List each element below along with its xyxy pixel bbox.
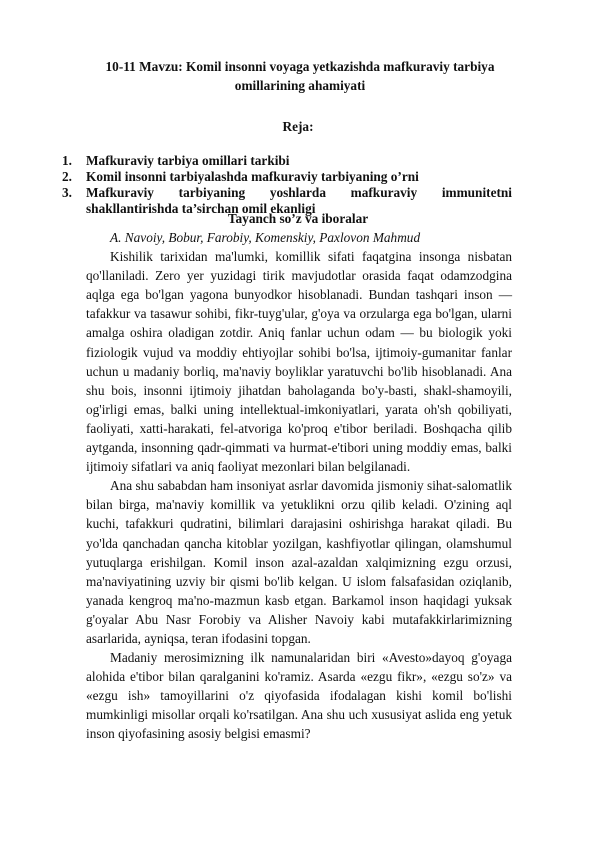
paragraph: Kishilik tarixidan ma'lumki, komillik sifati faqatgina insonga nisbatan qo'llaniladi. Zero yer yuzidagi tirik mavjudotlar orasida faqat odamzodgina aqlga ega bo'lgan yagona bunyodkor hisoblanadi. Bundan tashqari inson — tafakkur va tasawur sohibi, fikr-tuyg'ular, g'oya va orzularga ega bo'lgan, ularni amalga oshira oladigan zotdir. Aniq fanlar uchun odam — bu biologik yoki fiziologik vujud va moddiy ehtiyojlar sohibi bo'lsa, ijtimoiy-gumanitar fanlar uchun u madaniy borliq, ma'naviy boyliklar yaratuvchi bo'lib hisoblanadi. Ana shu bois, insonni ijtimoiy jihatdan baholaganda bo'y-basti, shakl-shamoyili, og'irligi emas, balki uning intellektual-imkoniyatlari, yarata oh'sh qobiliyati, faoliyati, xatti-harakati, fel-atvoriga ko'proq e'tibor beriladi. Boshqacha qilib aytganda, insonning qadr-qimmati va hurmat-e'tibori uning moddiy emas, balki ijtimoiy sifatlari va aniq faoliyat mezonlari bilan belgilanadi. [86,249,512,475]
plan-item-text: Komil insonni tarbiyalashda mafkuraviy tarbiyaning o’rni [86,169,419,184]
plan-item-number: 1. [62,153,72,168]
plan-item-number: 2. [62,169,72,184]
plan-item-number: 3. [62,185,72,200]
plan-item-text-line2: shakllantirishda ta’sirchan omil ekanligi [86,201,316,216]
paragraph: Ana shu sababdan ham insoniyat asrlar davomida jismoniy sihat-salomatlik bilan birga, ma'naviy komillik va yetuklikni orzu qilib keladi. O'zining aql kuchi, tafakkuri qudratini, bilimlari darajasini oshirishga harakat qiladi. Bu yo'lda qanchadan qancha kitoblar yozilgan, kashfiyotlar qilingan, olamshumul yutuqlarga erishilgan. Komil inson azal-azaldan xalqimizning ezgu orzusi, ma'naviyatining uzviy bir qismi bo'lib kelgan. U islom falsafasidan oziqlanib, yanada kengroq ma'no-mazmun kasb etgan. Barkamol inson haqidagi yuksak g'oyalar Abu Nasr Forobiy va Alisher Navoiy kabi mutafakkirlarimizning asarlarida, ayniqsa, teran ifodasini topgan. [86,478,512,646]
keywords-heading: Tayanch so’z va iboralar [227,211,369,226]
plan-item [62,153,512,169]
plan-item-text: Mafkuraviy tarbiya omillari tarkibi [86,153,290,168]
keywords-list: A. Navoiy, Bobur, Farobiy, Komenskiy, Paxlovon Mahmud [110,230,421,245]
body-text [86,228,512,744]
paragraph: Madaniy merosimizning ilk namunalaridan biri «Avesto»dayoq g'oyaga alohida e'tibor bilan qaralganini ko'ramiz. Asarda «ezgu fikr», «ezgu so'z» va «ezgu ish» tamoyillarini o'z qiyofasida ifodalagan kishi komil bo'lishi mumkinligi misollar orqali ko'rsatilgan. Ana shu uch xususiyat aslida eng yetuk inson qiyofasining asosiy belgisi emasmi? [86,650,512,742]
document-title: 10-11 Mavzu: Komil insonni voyaga yetkazishda mafkuraviy tarbiya omillarining ahamiyati [105,59,495,93]
plan-item-text-line1: Mafkuraviy tarbiyaning yoshlarda mafkuraviy immunitetni [86,185,512,200]
plan-list [62,153,512,217]
plan-heading: Reja: [282,119,314,134]
plan-item [62,169,512,185]
